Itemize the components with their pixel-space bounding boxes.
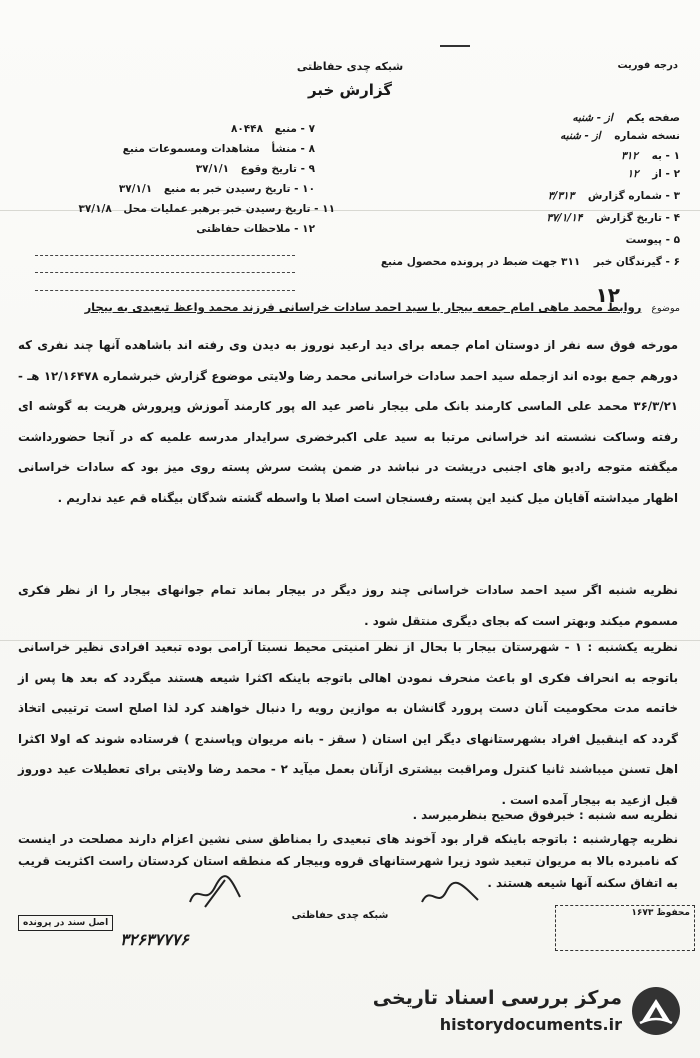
- body-paragraph: [18, 828, 678, 894]
- subject-line: [10, 300, 680, 314]
- archive-logo: [362, 985, 682, 1045]
- left-field: [15, 223, 315, 235]
- field-value: ۳۷/۱/۱: [118, 183, 153, 195]
- left-field: [15, 143, 315, 155]
- field-label: ۹ - تاریخ وقوع: [240, 163, 315, 175]
- department-name: شبکه چدی حفاظتی: [296, 60, 404, 73]
- left-field: [15, 163, 315, 175]
- handwritten-number: ۳۲۶۳۷۷۷۶: [120, 930, 189, 949]
- body-paragraph: [18, 632, 678, 815]
- handwritten-stamp-number: ۱۲: [595, 283, 620, 307]
- right-field: [380, 168, 680, 180]
- field-value: مشاهدات ومسموعات منبع: [122, 143, 260, 155]
- priority-label: درجه فوریت: [617, 60, 678, 71]
- dotted-line: [35, 290, 295, 291]
- field-value: از - شنبه: [560, 130, 601, 142]
- right-field: [380, 234, 680, 246]
- book-icon: [630, 985, 682, 1037]
- field-value: ۳۷/۱/۱۴: [546, 212, 583, 224]
- left-field: [15, 203, 335, 215]
- body-paragraph: [18, 800, 678, 831]
- report-title: گزارش خبر: [307, 81, 393, 99]
- signature: [420, 880, 480, 915]
- stamp-code-box: محفوظ ۱۶۷۳: [555, 905, 695, 951]
- body-paragraph: [18, 575, 678, 636]
- field-label: ۱۲ - ملاحظات حفاظتی: [196, 223, 315, 235]
- dotted-line: [35, 255, 295, 256]
- field-value: ۳۷/۱/۱: [195, 163, 229, 175]
- field-label: ۴ - تاریخ گزارش: [596, 212, 680, 224]
- paragraph-text: نظریه شنبه اگر سید احمد سادات خراسانی چند روز دیگر در بیجار بماند تمام جوانهای بیجار را از نظر فکری مسموم میکند وبهتر است که بجای دیگری منتقل شود .: [18, 583, 678, 628]
- paragraph-text: مورخه فوق سه نفر از دوستان امام جمعه برای دید ارعید نوروز به دیدن وی رفته اند باشاهده آنها چند نفری که دورهم جمع بوده اند ازجمله سید احمد سادات خراسانی محمد رضا ولایتی موضوع گزارش خبرشماره ۱۲/۱۶۴۷۸ هـ - ۳۶/۳/۲۱ محمد علی الماسی کارمند بانک ملی بیجار ناصر عید اله پور کارمند آموزش وپرورش هریت به گوشه ای رفته وساکت نشسته اند خراسانی مرتبا به سید علی اکبرخضری سرایدار مدرسه علمیه که در آنجا حضورداشت میگفته متوجه رادیو های اجنبی دریشت در نباشد در ضمن پشت سرش پسته روی میز بود که سادات خراسانی اظهار میداشته آقایان میل کنید این پسته رفسنجان است اصلا با واسطه گشته شدگان بیگناه قم عید نداریم .: [18, 338, 678, 505]
- document-header: [250, 60, 450, 99]
- field-value: ۳۷/۱/۸: [78, 203, 112, 215]
- body-paragraph: [18, 330, 678, 513]
- right-field: [380, 150, 680, 162]
- logo-url: historydocuments.ir: [439, 1015, 622, 1034]
- field-label: ۲ - از: [652, 168, 680, 180]
- paragraph-text: نظریه چهارشنبه : باتوجه باینکه قرار بود آخوند های تبعیدی را بمناطق سنی نشین اعزام دارند مصلحت در اینست که نامبرده بالا به مریوان تبعید شود زیرا شهرستانهای قروه وبیجار که منطقه استان کردستان راست اکثریت قریب به اتفاق سکنه آنها شیعه هستند .: [18, 832, 678, 890]
- field-value: ۳/۳۱۳: [547, 190, 575, 202]
- footer-department: شبکه چدی حفاظتی: [291, 910, 389, 921]
- paragraph-text: نظریه یکشنبه : ۱ - شهرستان بیجار با بحال از نظر امنیتی محیط نسبتا آرامی بوده تبعید افرادی نظیر خراسانی باتوجه به انحراف فکری او باعث منحرف نمودن اهالی باتوجه باینکه اکثرا شیعه هستند میگردد که بعد ها پس از خاتمه مدت محکومیت آنان دست پرورد گانشان به موازین رویه را دنبال خواهند کرد لذا اصلح است ترتیبی اتخاذ گردد که اینقبیل افراد بشهرستانهای دیگر این استان ( سقز - بانه مریوان وپاسندج ) فرستاده شوند که اولا اکثرا اهل تسنن میباشند ثانیا کنترل ومراقبت بیشتری ازآنان بعمل میآید ۲ - محمد رضا ولایتی برای تعطیلات عید دوروز قبل ازعید به بیجار آمده است .: [18, 640, 678, 807]
- top-dash-mark: [440, 45, 470, 47]
- subject-text: روابط محمد ماهی امام جمعه بیجار با سید احمد سادات خراسانی فرزند محمد واعظ تبعیدی به بیجار: [84, 300, 642, 314]
- field-label: ۱ - به: [651, 150, 680, 162]
- subject-label: موضوع: [651, 303, 680, 314]
- field-label: ۸ - منشأ: [271, 143, 315, 155]
- field-label: صفحه یکم: [626, 112, 680, 124]
- dotted-line: [35, 272, 295, 273]
- left-field: [15, 183, 315, 195]
- right-field: [380, 212, 680, 224]
- footer-left-box: اصل سند در پرونده: [18, 915, 113, 931]
- field-label: ۱۱ - تاریخ رسیدن خبر برهبر عملیات محل: [123, 203, 335, 215]
- paragraph-text: نظریه سه شنبه : خبرفوق صحیح بنظرمیرسد .: [412, 808, 678, 822]
- signature: [185, 872, 245, 917]
- field-label: نسخه شماره: [614, 130, 680, 142]
- field-value: از - شنبه: [572, 112, 613, 124]
- field-value: ۸۰۴۴۸: [230, 123, 263, 135]
- field-value: ۳۱۱ جهت ضبط در پرونده محصول منبع: [380, 256, 581, 268]
- right-field: [380, 130, 680, 142]
- right-field: [380, 190, 680, 202]
- right-field: [380, 112, 680, 124]
- field-label: ۱۰ - تاریخ رسیدن خبر به منبع: [163, 183, 315, 195]
- left-field: [15, 123, 315, 135]
- logo-title: مرکز بررسی اسناد تاریخی: [372, 987, 622, 1009]
- field-label: ۶ - گیرندگان خبر: [593, 256, 680, 268]
- field-value: ۱۲: [627, 168, 639, 180]
- field-label: ۵ - پیوست: [625, 234, 680, 246]
- field-label: ۷ - منبع: [274, 123, 315, 135]
- right-field: [260, 256, 680, 268]
- field-value: ۳۱۲: [621, 150, 638, 162]
- field-label: ۳ - شماره گزارش: [587, 190, 680, 202]
